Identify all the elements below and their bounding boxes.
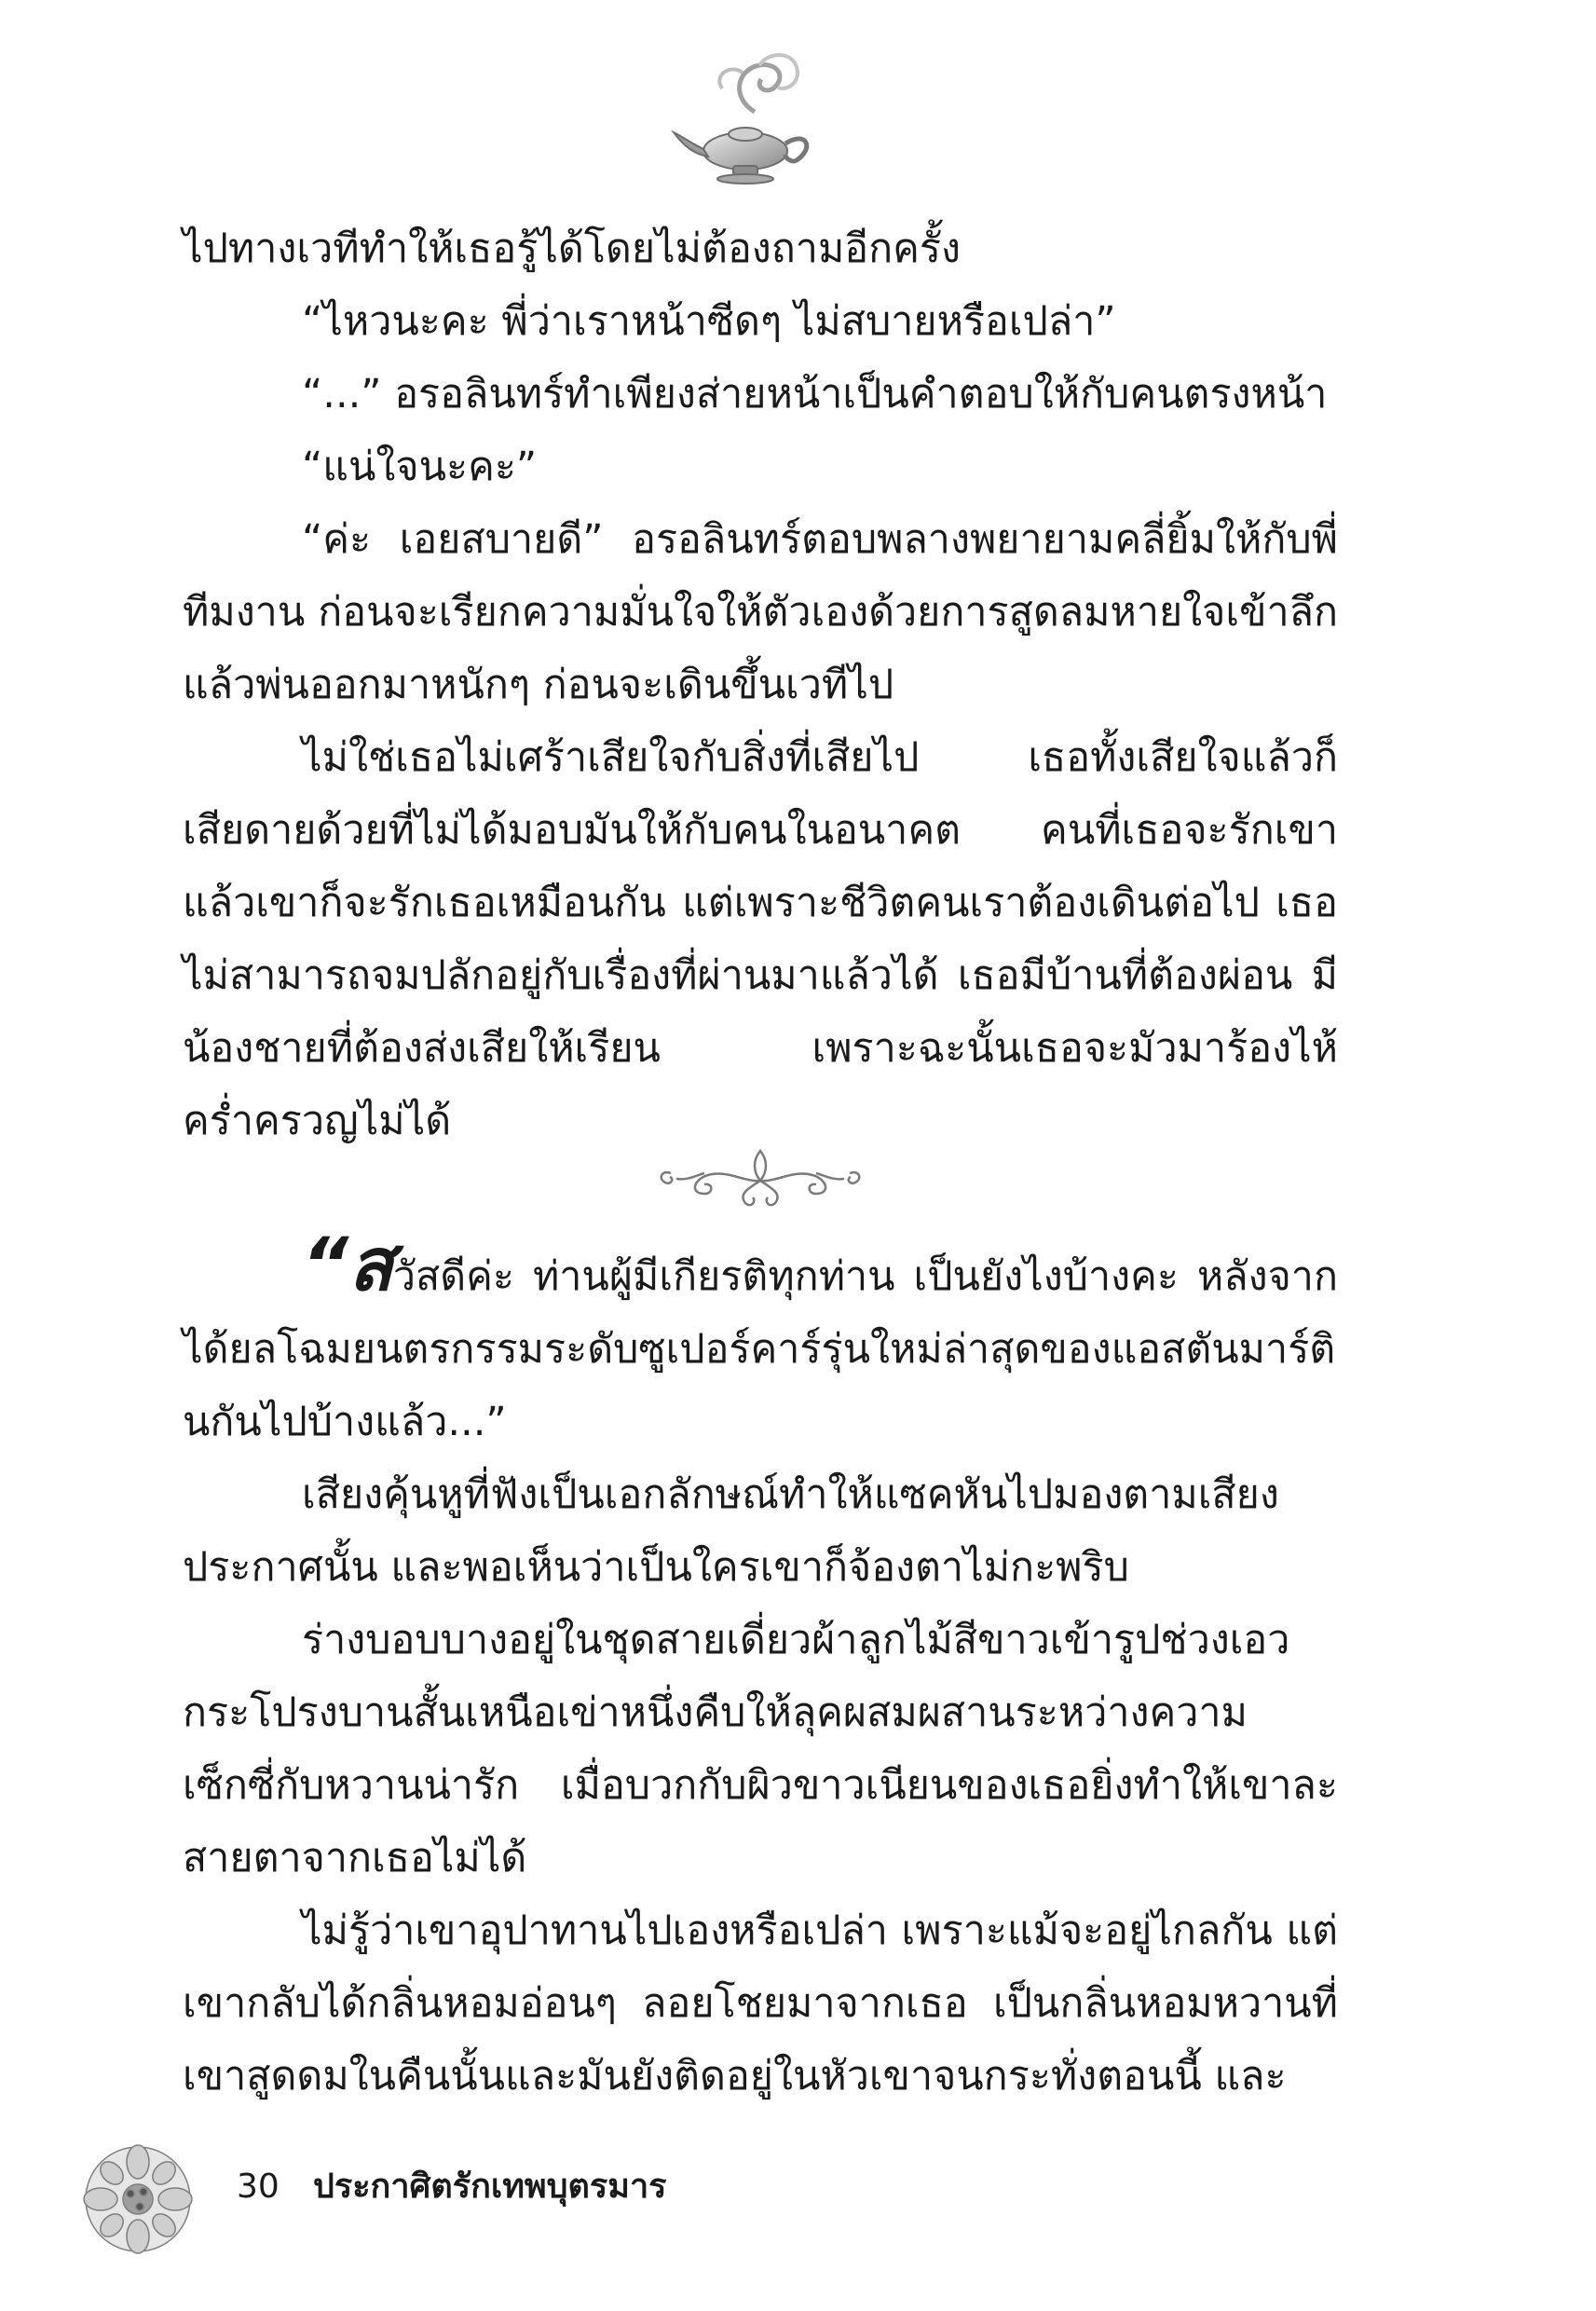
- paragraph: “ค่ะ เอยสบายดี” อรอลินทร์ตอบพลางพยายามคลี่ยิ้มให้กับพี่ทีมงาน ก่อนจะเรียกความมั่นใจให้ตัวเองด้วยการสูดลมหายใจเข้าลึกแล้วพ่นออกมาหนักๆ ก่อนจะเดินขึ้นเวทีไป: [183, 516, 1338, 708]
- paragraph: ร่างบอบบางอยู่ในชุดสายเดี่ยวผ้าลูกไม้สีขาวเข้ารูปช่วงเอวกระโปรงบานสั้นเหนือเข่าหนึ่งคืบให้ลุคผสมผสานระหว่างความเซ็กซี่กับหวานน่ารัก เมื่อบวกกับผิวขาวเนียนของเธอยิ่งทำให้เขาละสายตาจากเธอไม่ได้: [183, 1617, 1338, 1881]
- paragraph: ไม่รู้ว่าเขาอุปาทานไปเองหรือเปล่า เพราะแม้จะอยู่ไกลกัน แต่เขากลับได้กลิ่นหอมอ่อนๆ ลอยโชยมาจากเธอ เป็นกลิ่นหอมหวานที่เขาสูดดมในคืนนั้นและมันยังติดอยู่ในหัวเขาจนกระทั่งตอนนี้ และ: [183, 1908, 1338, 2099]
- paragraph-rest: วัสดีค่ะ ท่านผู้มีเกียรติทุกท่าน เป็นยังไงบ้างคะ หลังจากได้ยลโฉมยนตรกรรมระดับซูเปอร์คาร์รุ่นใหม่ล่าสุดของแอสตันมาร์ตินกันไปบ้างแล้ว...”: [183, 1253, 1338, 1445]
- text-block-2: [183, 1224, 1338, 2113]
- paragraph: ไม่ใช่เธอไม่เศร้าเสียใจกับสิ่งที่เสียไป เธอทั้งเสียใจแล้วก็เสียดายด้วยที่ไม่ได้มอบมันให้กับคนในอนาคต คนที่เธอจะรักเขา แล้วเขาก็จะรักเธอเหมือนกัน แต่เพราะชีวิตคนเราต้องเดินต่อไป เธอไม่สามารถจมปลักอยู่กับเรื่องที่ผ่านมาแล้วได้ เธอมีบ้านที่ต้องผ่อน มีน้องชายที่ต้องส่งเสียให้เรียน เพราะฉะนั้นเธอจะมัวมาร้องไห้คร่ำครวญไม่ได้: [183, 734, 1338, 1144]
- paragraph: “...” อรอลินทร์ทำเพียงส่ายหน้าเป็นคำตอบให้กับคนตรงหน้า: [302, 371, 1328, 417]
- flower-icon: [73, 2134, 203, 2264]
- ornament-divider-icon: [652, 1142, 868, 1216]
- paragraph: “ไหวนะคะ พี่ว่าเราหน้าซีดๆ ไม่สบายหรือเปล่า”: [302, 298, 1116, 345]
- paragraph: “แน่ใจนะคะ”: [302, 444, 538, 490]
- dropcap: “ส: [302, 1224, 393, 1307]
- page-number: 30: [237, 2167, 280, 2206]
- running-title: ประกาศิตรักเทพบุตรมาร: [313, 2167, 667, 2206]
- paragraph-with-dropcap: [183, 1224, 1338, 1458]
- paragraph: เสียงคุ้นหูที่ฟังเป็นเอกลักษณ์ทำให้แซคหันไปมองตามเสียงประกาศนั้น และพอเห็นว่าเป็นใครเขาก็จ้องตาไม่กะพริบ: [183, 1471, 1279, 1591]
- genie-lamp-icon: [666, 47, 825, 186]
- text-block-1: [183, 212, 1338, 1157]
- paragraph: ไปทางเวทีทำให้เธอรู้ได้โดยไม่ต้องถามอีกครั้ง: [183, 226, 962, 272]
